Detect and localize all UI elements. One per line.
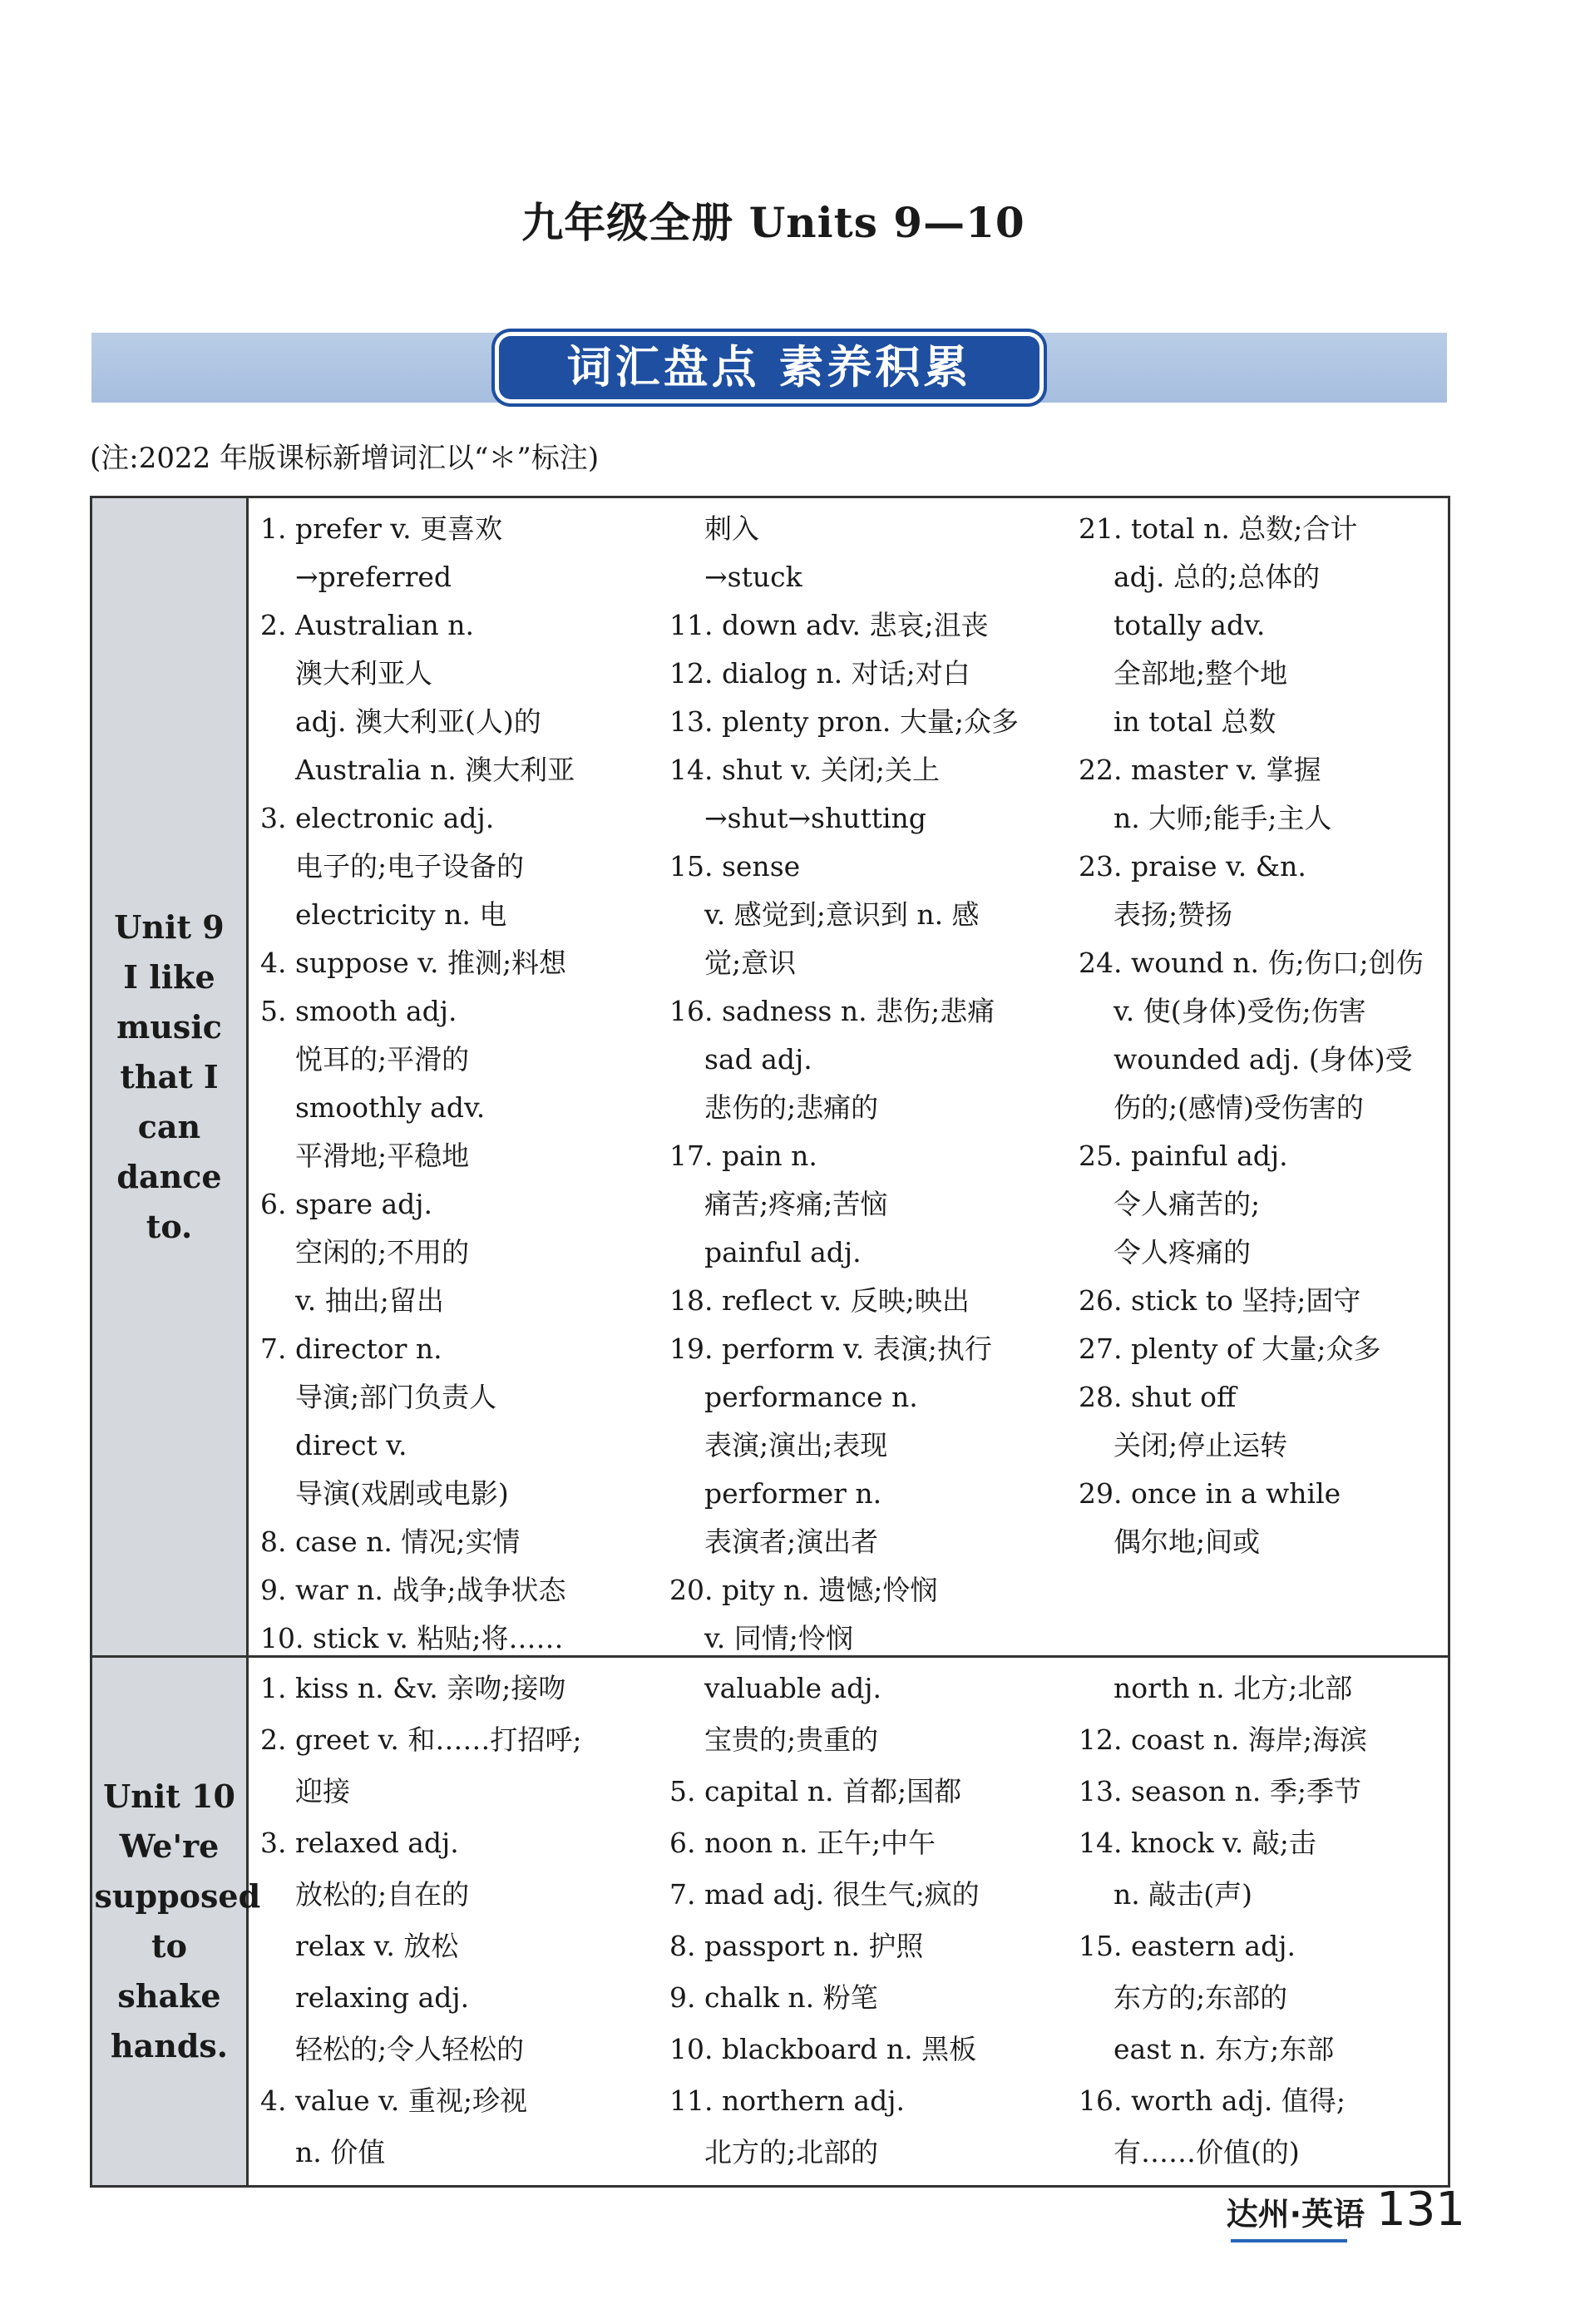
vocab-line: 10. stick v. 粘贴;将…… [260,1622,564,1654]
vocab-line: 1. kiss n. &v. 亲吻;接吻 [260,1672,566,1704]
vocab-column-1 [260,1663,651,2178]
section-banner: 词汇盘点 素养积累 [499,336,1039,399]
vocab-line: 26. stick to 坚持;固守 [1079,1284,1361,1317]
vocab-line: 空闲的;不用的 [295,1236,470,1268]
vocab-line: 悲伤的;悲痛的 [704,1091,879,1124]
vocab-line: 15. eastern adj. [1079,1930,1296,1962]
vocab-line: sad adj. [704,1043,812,1075]
vocab-line: 12. dialog n. 对话;对白 [669,657,970,690]
vocab-line: relaxing adj. [295,1981,470,2014]
vocab-line: 有……价值(的) [1113,2136,1300,2168]
vocab-line: 令人疼痛的 [1113,1236,1251,1268]
vocab-line: 22. master v. 掌握 [1079,754,1321,786]
vocab-line: v. 感觉到;意识到 n. 感 [704,898,980,931]
unit-9-row [92,498,1448,1658]
vocab-line: 全部地;整个地 [1113,657,1288,690]
vocab-line: 1. prefer v. 更喜欢 [260,512,503,545]
vocab-line: in total 总数 [1113,705,1276,738]
vocab-line: 迎接 [295,1775,350,1807]
vocab-line: totally adv. [1113,609,1266,641]
vocab-line: 3. electronic adj. [260,802,495,834]
vocab-line: 电子的;电子设备的 [295,850,525,883]
vocab-line: 23. praise v. &n. [1079,850,1306,883]
vocab-line: 6. spare adj. [260,1188,433,1220]
vocab-line: v. 同情;怜悯 [704,1622,853,1654]
vocab-line: →preferred [295,561,452,593]
vocab-line: 28. shut off [1079,1381,1237,1413]
vocab-line: smoothly adv. [295,1091,486,1124]
vocab-line: 10. blackboard n. 黑板 [669,2033,977,2065]
vocab-line: 觉;意识 [704,947,797,979]
vocab-line: 放松的;自在的 [295,1878,470,1911]
vocab-line: 宝贵的;贵重的 [704,1723,879,1756]
vocab-line: 6. noon n. 正午;中午 [669,1827,936,1859]
vocab-line: 9. chalk n. 粉笔 [669,1981,878,2014]
vocab-line: 表扬;赞扬 [1113,898,1233,931]
vocab-line: 9. war n. 战争;战争状态 [260,1574,566,1606]
vocab-column-2 [669,1663,1060,2178]
vocab-line: v. 抽出;留出 [295,1284,444,1317]
vocab-line: 轻松的;令人轻松的 [295,2033,525,2065]
vocab-line: direct v. [295,1429,407,1461]
vocab-line: 5. capital n. 首都;国都 [669,1775,962,1807]
vocab-line: 3. relaxed adj. [260,1827,459,1859]
vocab-line: 11. down adv. 悲哀;沮丧 [669,609,989,641]
vocab-line: 表演者;演出者 [704,1525,879,1558]
page-title: 九年级全册 Units 9—10 [521,198,1025,247]
vocab-line: performance n. [704,1381,918,1413]
vocab-line: 17. pain n. [669,1140,817,1172]
vocab-line: 关闭;停止运转 [1113,1429,1288,1461]
unit-10-row [92,1658,1448,2185]
vocab-line: 27. plenty of 大量;众多 [1079,1333,1381,1365]
vocab-line: 13. plenty pron. 大量;众多 [669,705,1019,738]
vocab-line: 8. case n. 情况;实情 [260,1525,521,1558]
vocab-line: 刺入 [704,512,759,545]
vocab-line: 19. perform v. 表演;执行 [669,1333,992,1365]
vocab-line: v. 使(身体)受伤;伤害 [1113,995,1366,1027]
vocab-line: 导演;部门负责人 [295,1381,497,1413]
unit-label-cell [92,498,249,1655]
page-number: 131 [1376,2183,1465,2237]
vocab-line: 14. knock v. 敲;击 [1079,1827,1316,1859]
unit-10-title: Unit 10 We're supposed to shake hands. [94,1778,261,2064]
vocab-line: 16. worth adj. 值得; [1079,2084,1346,2117]
vocab-line: east n. 东方;东部 [1113,2033,1335,2065]
vocab-line: 北方的;北部的 [704,2136,879,2168]
vocab-column-2 [669,505,1060,1663]
vocab-line: 15. sense [669,850,801,883]
vocab-line: 7. director n. [260,1333,442,1365]
vocab-line: relax v. 放松 [295,1930,459,1962]
vocab-line: →stuck [704,561,802,593]
vocab-line: 东方的;东部的 [1113,1981,1288,2014]
vocab-column-3 [1079,505,1444,1566]
vocab-line: 2. Australian n. [260,609,474,641]
vocab-line: 14. shut v. 关闭;关上 [669,754,940,786]
vocab-line: 澳大利亚人 [295,657,432,690]
vocab-line: →shut→shutting [704,802,926,834]
vocab-line: wounded adj. (身体)受 [1113,1043,1413,1075]
vocab-line: n. 价值 [295,2136,386,2168]
vocab-line: n. 大师;能手;主人 [1113,802,1332,834]
vocab-line: 5. smooth adj. [260,995,457,1027]
vocab-line: 24. wound n. 伤;伤口;创伤 [1079,947,1424,979]
vocab-line: 21. total n. 总数;合计 [1079,512,1358,545]
vocab-line: 表演;演出;表现 [704,1429,888,1461]
vocab-line: adj. 总的;总体的 [1113,561,1321,593]
vocab-line: 12. coast n. 海岸;海滨 [1079,1723,1368,1756]
vocab-line: adj. 澳大利亚(人)的 [295,705,541,738]
vocab-line: 11. northern adj. [669,2084,905,2117]
vocab-line: 7. mad adj. 很生气;疯的 [669,1878,980,1911]
vocab-line: 悦耳的;平滑的 [295,1043,470,1075]
vocab-line: 13. season n. 季;季节 [1079,1775,1362,1807]
vocab-line: 平滑地;平稳地 [295,1140,470,1172]
unit-9-title: Unit 9 I like music that I can dance to. [114,907,225,1245]
vocab-line: 4. value v. 重视;珍视 [260,2084,527,2117]
vocab-line: valuable adj. [704,1672,882,1704]
vocab-line: 8. passport n. 护照 [669,1930,924,1962]
vocab-line: 4. suppose v. 推测;料想 [260,947,567,979]
vocab-column-1 [260,505,651,1663]
vocab-line: 伤的;(感情)受伤害的 [1113,1091,1364,1124]
vocab-line: 16. sadness n. 悲伤;悲痛 [669,995,995,1027]
vocab-line: electricity n. 电 [295,898,507,931]
footer-book-title: 达州·英语 [1226,2196,1365,2233]
vocab-line: 偶尔地;间或 [1113,1525,1261,1558]
vocab-line: Australia n. 澳大利亚 [295,754,575,786]
vocab-column-3 [1079,1663,1444,2178]
vocab-line: 2. greet v. 和……打招呼; [260,1723,582,1756]
vocab-line: n. 敲击(声) [1113,1878,1252,1911]
page-footer [1227,2183,1465,2237]
vocabulary-table [90,496,1450,2188]
vocab-line: 20. pity n. 遗憾;怜悯 [669,1574,938,1606]
vocab-line: 痛苦;疼痛;苦恼 [704,1188,888,1220]
vocab-line: 25. painful adj. [1079,1140,1288,1172]
new-vocab-note: (注:2022 年版课标新增词汇以“＊”标注) [90,442,600,475]
vocab-line: 导演(戏剧或电影) [295,1477,509,1510]
vocab-line: 令人痛苦的; [1113,1188,1261,1220]
vocab-line: 29. once in a while [1079,1477,1341,1510]
vocab-line: performer n. [704,1477,882,1510]
unit-label-cell [92,1658,261,2185]
footer-underline [1231,2239,1347,2242]
vocab-line: north n. 北方;北部 [1113,1672,1353,1704]
vocab-line: 18. reflect v. 反映;映出 [669,1284,970,1317]
vocab-line: painful adj. [704,1236,862,1268]
